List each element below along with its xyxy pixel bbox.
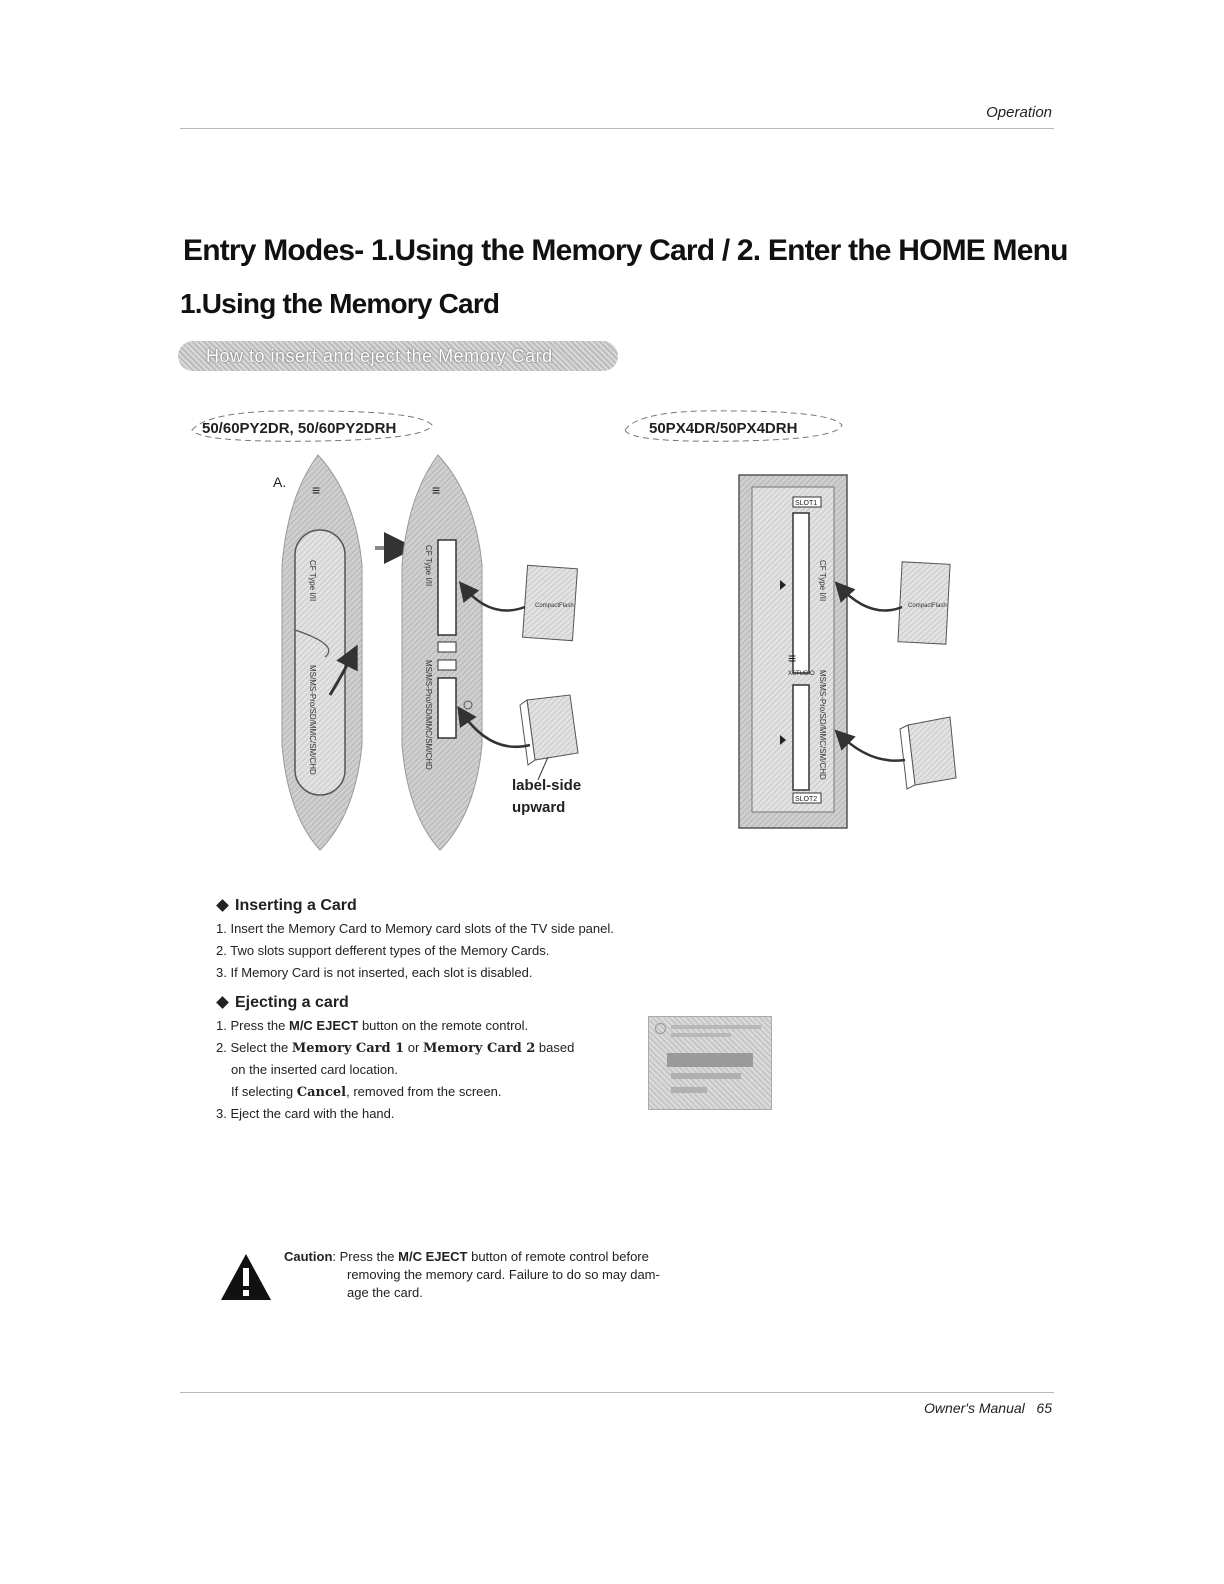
ejecting-heading — [215, 994, 349, 1012]
model-text-left: 50/60PY2DR, 50/60PY2DRH — [202, 420, 397, 437]
diamond-bullet-icon — [216, 996, 229, 1009]
menu-option-highlighted — [667, 1053, 753, 1067]
svg-text:SLOT1: SLOT1 — [795, 500, 818, 507]
manual-name: Owner's Manual — [924, 1400, 1025, 1416]
warning-triangle-icon — [219, 1252, 273, 1302]
sd-card — [527, 695, 578, 760]
svg-text:upward: upward — [512, 799, 566, 816]
ejecting-item-1: 1. Press the M/C EJECT button on the remote control. — [216, 1018, 529, 1033]
ejecting-item-2-line-3: If selecting Cancel, removed from the screen. — [231, 1084, 502, 1100]
page-footer — [924, 1400, 1052, 1416]
ejecting-item-2: 2. Select the Memory Card 1 or Memory Card 2 based — [216, 1040, 575, 1056]
menu-option — [671, 1087, 707, 1093]
caution-line-3: age the card. — [347, 1285, 423, 1300]
header-rule — [180, 128, 1054, 129]
svg-text:≡: ≡ — [788, 650, 797, 666]
inserting-heading-text: Inserting a Card — [235, 897, 357, 914]
diamond-bullet-icon — [216, 899, 229, 912]
section-label: Operation — [986, 104, 1052, 121]
brand-icon: ≡ — [312, 482, 321, 498]
side-panel-open — [402, 455, 581, 850]
inserting-item-3: 3. If Memory Card is not inserted, each slot is disabled. — [216, 965, 533, 980]
eject-menu-thumbnail — [648, 1016, 772, 1110]
caution-line-1: Caution: Press the M/C EJECT button of remote control before — [284, 1249, 649, 1264]
menu-option — [671, 1073, 741, 1079]
section-title: 1.Using the Memory Card — [180, 288, 500, 319]
svg-text:label-side: label-side — [512, 777, 582, 794]
inserting-item-1: 1. Insert the Memory Card to Memory card slots of the TV side panel. — [216, 921, 614, 936]
svg-text:MS/MS-Pro/SD/MMC/SM/CHD: MS/MS-Pro/SD/MMC/SM/CHD — [818, 670, 827, 780]
model-label-left — [192, 411, 432, 441]
subsection-banner — [178, 341, 618, 371]
inserting-heading — [215, 897, 357, 915]
page-title: Entry Modes- 1.Using the Memory Card / 2. Enter the HOME Menu — [183, 234, 1068, 267]
svg-text:CF Type I/II: CF Type I/II — [308, 560, 317, 602]
svg-text:MS/MS-Pro/SD/MMC/SM/CHD: MS/MS-Pro/SD/MMC/SM/CHD — [424, 660, 433, 770]
ejecting-item-2-line-2: on the inserted card location. — [231, 1062, 398, 1077]
svg-text:CF Type I/II: CF Type I/II — [818, 560, 827, 602]
memory-card-figure — [170, 395, 990, 885]
svg-text:CompactFlash: CompactFlash — [535, 603, 574, 609]
page-number: 65 — [1036, 1400, 1052, 1416]
ejecting-item-3: 3. Eject the card with the hand. — [216, 1106, 395, 1121]
svg-text:MS/MS-Pro/SD/MMC/SM/CHD: MS/MS-Pro/SD/MMC/SM/CHD — [308, 665, 317, 775]
model-label-right — [625, 411, 842, 441]
inserting-item-2: 2. Two slots support defferent types of the Memory Cards. — [216, 943, 550, 958]
side-panel-px4 — [739, 475, 956, 828]
svg-text:CompactFlash: CompactFlash — [908, 603, 947, 609]
step-label: A. — [273, 474, 287, 490]
svg-text:XSTUDIO: XSTUDIO — [788, 671, 815, 677]
ejecting-heading-text: Ejecting a card — [235, 994, 349, 1011]
svg-text:CF Type I/II: CF Type I/II — [424, 545, 433, 587]
side-panel-closed — [282, 455, 362, 850]
info-icon — [655, 1023, 666, 1034]
model-text-right: 50PX4DR/50PX4DRH — [649, 420, 798, 437]
svg-text:≡: ≡ — [432, 482, 441, 498]
footer-rule — [180, 1392, 1054, 1393]
svg-text:SLOT2: SLOT2 — [795, 796, 818, 803]
banner-text: How to insert and eject the Memory Card — [206, 345, 553, 366]
caution-line-2: removing the memory card. Failure to do so may dam- — [347, 1267, 660, 1282]
